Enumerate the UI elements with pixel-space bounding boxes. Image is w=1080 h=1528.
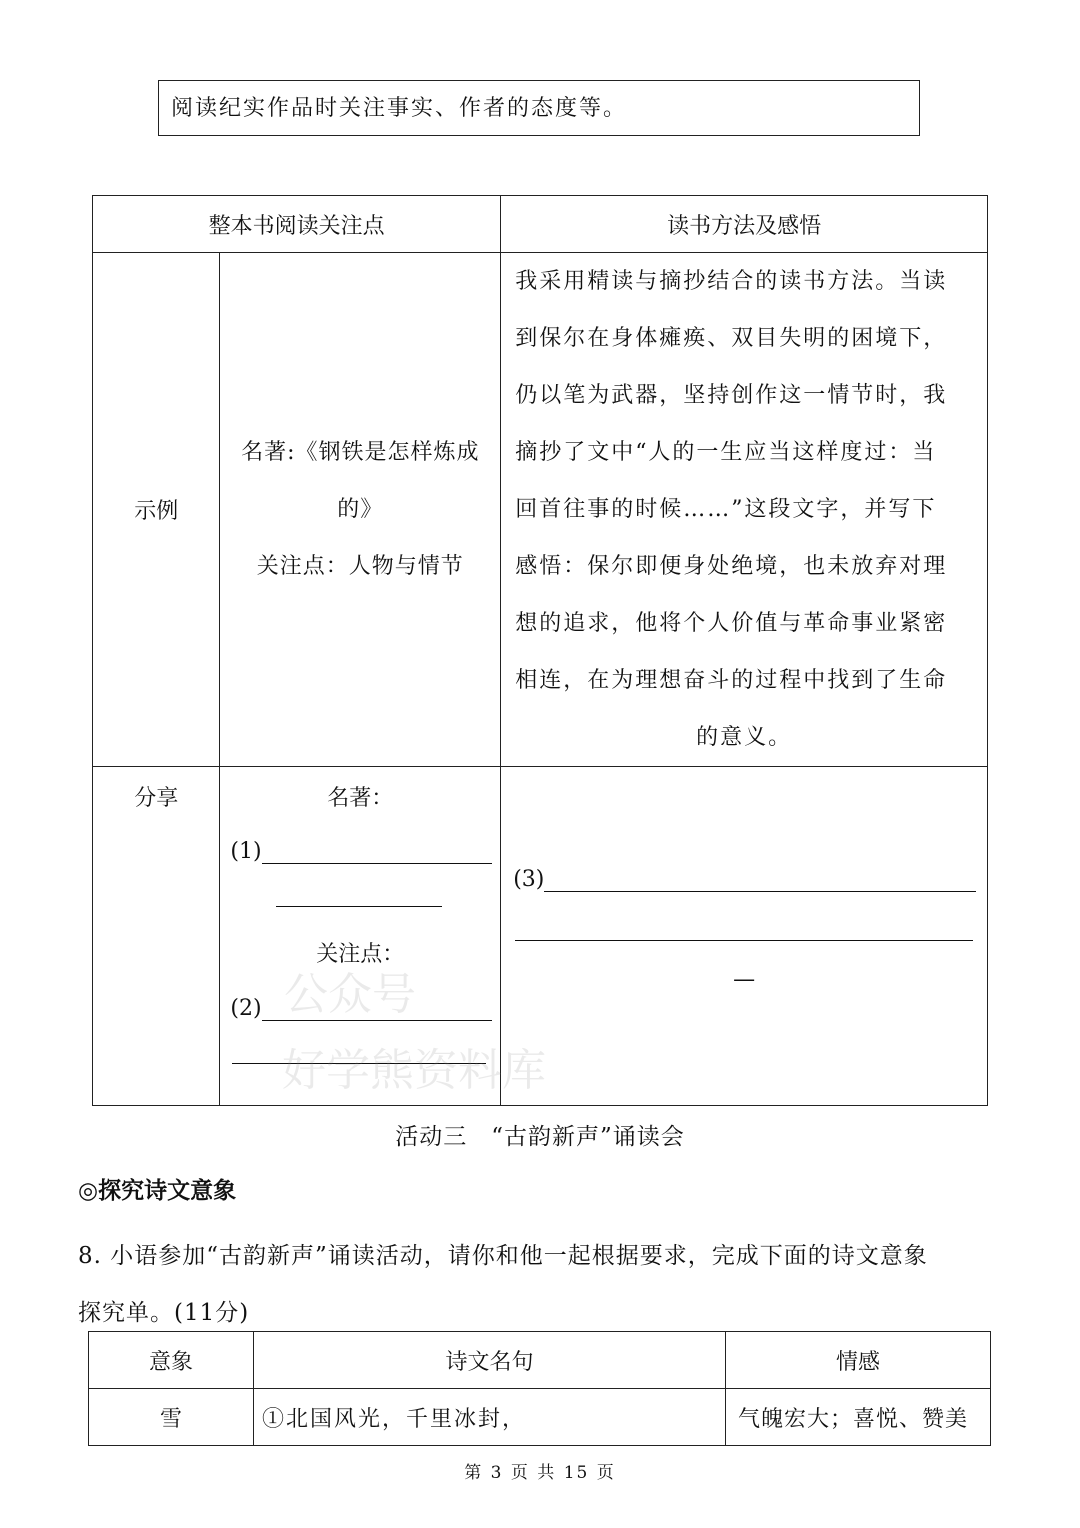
imagery-table-header [89,1332,991,1389]
blank-1-line[interactable] [262,837,492,864]
blank-1-label: (1) [230,839,262,864]
top-note-text: 阅读纪实作品时关注事实、作者的态度等。 [171,96,628,121]
blank-1-cont [220,880,500,907]
header-line: 诗文名句 [254,1332,726,1389]
reflection-line: 感悟：保尔即便身处绝境，也未放弃对理 [515,554,948,579]
blank-3-line-cont[interactable] [515,914,973,941]
blank-3-cont [501,914,987,941]
reading-table-header [93,196,988,253]
watermark-line2: 好学熊资料库 [282,1045,546,1096]
blank-2-label: (2) [230,996,262,1021]
header-focus: 整本书阅读关注点 [93,196,501,253]
question-8 [78,1228,1008,1342]
share-reflection-cell [501,767,988,1106]
share-book-label: 名著： [327,786,394,811]
question-8-line2: 探究单。(11分) [78,1300,250,1326]
reading-table [92,195,988,1106]
reflection-line: 仍以笔为武器，坚持创作这一情节时，我 [515,383,948,408]
reflection-line: 想的追求，他将个人价值与革命事业紧密 [515,611,948,636]
blank-1-line-cont[interactable] [276,880,442,907]
share-label: 分享 [134,786,179,811]
example-book-cell [220,253,501,767]
section-heading: ◎探究诗文意象 [78,1178,237,1204]
example-row [93,253,988,767]
reflection-line: 到保尔在身体瘫痪、双目失明的困境下， [515,326,948,351]
header-method: 读书方法及感悟 [501,196,988,253]
reflection-line: 我采用精读与摘抄结合的读书方法。当读 [515,269,948,294]
reflection-line: 摘抄了文中“人的一生应当这样度过：当 [515,440,937,465]
blank-3-row [501,865,987,892]
blank-3-tail: — [733,967,756,992]
imagery-line: ①北国风光，千里冰封， [254,1389,726,1446]
share-focus-label: 关注点： [316,942,405,967]
imagery-image: 雪 [89,1389,254,1446]
imagery-table [88,1331,991,1446]
blank-1-row [220,837,500,864]
imagery-row [89,1389,991,1446]
question-8-line1: 8. 小语参加“古韵新声”诵读活动，请你和他一起根据要求，完成下面的诗文意象 [78,1243,928,1269]
page-footer: 第 3 页 共 15 页 [464,1463,616,1483]
imagery-emotion: 气魄宏大；喜悦、赞美 [726,1389,991,1446]
watermark-line1: 公众号 [284,969,416,1020]
reflection-line: 的意义。 [696,725,793,750]
example-book-line2: 的》 [337,497,384,522]
top-note-box [158,80,920,136]
example-focus: 关注点：人物与情节 [256,554,464,579]
example-reflection-cell [501,253,988,767]
activity-title: 活动三 “古韵新声”诵读会 [395,1124,685,1150]
reflection-line: 相连，在为理想奋斗的过程中找到了生命 [515,668,948,693]
reflection-line: 回首往事的时候……”这段文字，并写下 [515,497,937,522]
example-book-line1: 名著:《钢铁是怎样炼成 [241,440,480,465]
header-image: 意象 [89,1332,254,1389]
example-label: 示例 [93,253,220,767]
share-label-cell [93,767,220,1106]
blank-3-line[interactable] [544,865,976,892]
blank-3-label: (3) [513,867,545,892]
header-emotion: 情感 [726,1332,991,1389]
